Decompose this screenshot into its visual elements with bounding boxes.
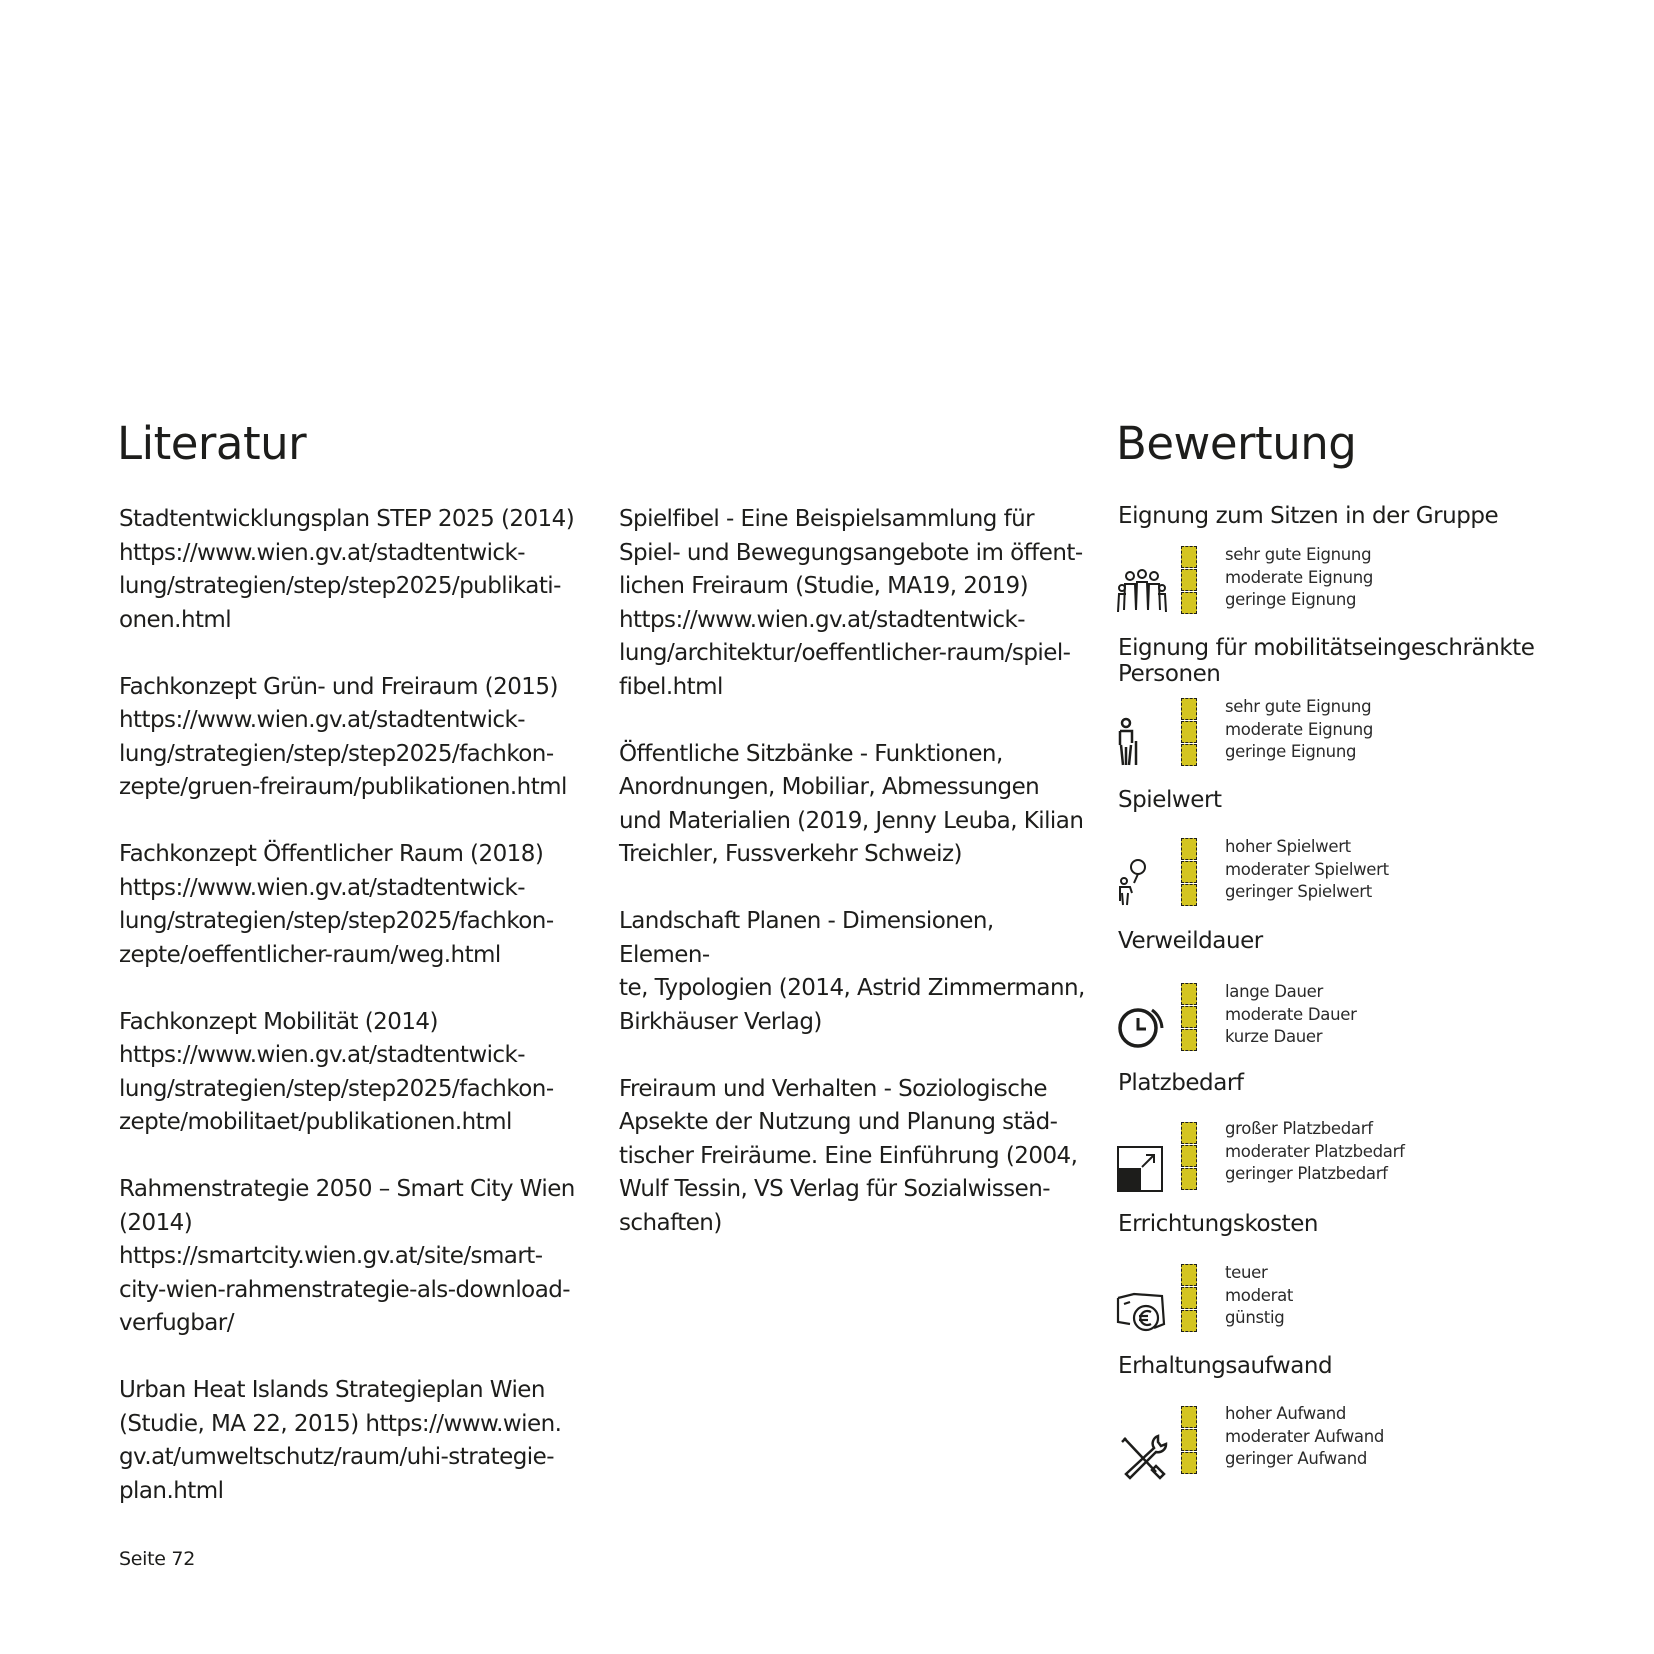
rating-legend: lange Dauer moderate Dauer kurze Dauer xyxy=(1225,982,1357,1046)
rating-scale xyxy=(1181,546,1197,615)
reference-entry: Stadtentwicklungsplan STEP 2025 (2014) https://www.wien.gv.at/stadtentwick- lung/strategien/step/step2025/publikati- onen.html xyxy=(119,506,575,633)
rating-legend: großer Platzbedarf moderater Platzbedarf geringer Platzbedarf xyxy=(1225,1119,1405,1183)
rating-legend: sehr gute Eignung moderate Eignung geringe Eignung xyxy=(1225,697,1374,761)
rating-legend: hoher Aufwand moderater Aufwand geringer Aufwand xyxy=(1225,1404,1385,1468)
reference-entry: Spielfibel - Eine Beispielsammlung für Spiel- und Bewegungsangebote im öffent- lichen Freiraum (Studie, MA19, 2019) https://www.wien.gv.at/stadtentwick- lung/architektur/oeffentlicher-raum/spiel- fibel.html xyxy=(619,506,1083,700)
rating-legend: teuer moderat günstig xyxy=(1225,1263,1294,1327)
category-heading: Eignung für mobilitätseingeschränkte Personen xyxy=(1118,635,1535,687)
rating-legend: sehr gute Eignung moderate Eignung geringe Eignung xyxy=(1225,545,1374,609)
reference-entry: Landschaft Planen - Dimensionen, Elemen- te, Typologien (2014, Astrid Zimmermann, Birkhäuser Verlag) xyxy=(619,908,1085,1035)
bewertung-title: Bewertung xyxy=(1116,417,1357,470)
reference-entry: Rahmenstrategie 2050 – Smart City Wien (2014) https://smartcity.wien.gv.at/site/smart- city-wien-rahmenstrategie-als-download- verfugbar/ xyxy=(119,1176,575,1336)
category-heading: Eignung zum Sitzen in der Gruppe xyxy=(1118,503,1499,529)
category-heading: Platzbedarf xyxy=(1118,1070,1244,1096)
page-number: Seite 72 xyxy=(119,1548,195,1570)
rating-scale xyxy=(1181,983,1197,1052)
reference-entry: Urban Heat Islands Strategieplan Wien (Studie, MA 22, 2015) https://www.wien. gv.at/umweltschutz/raum/uhi-strategie- plan.html xyxy=(119,1377,562,1504)
rating-scale xyxy=(1181,838,1197,907)
rating-scale xyxy=(1181,1122,1197,1191)
clock-icon xyxy=(1116,1002,1168,1054)
euro-hand-icon xyxy=(1116,1286,1168,1338)
group-people-icon xyxy=(1116,566,1168,618)
rating-scale xyxy=(1181,1264,1197,1333)
reference-entry: Fachkonzept Grün- und Freiraum (2015) https://www.wien.gv.at/stadtentwick- lung/strategien/step/step2025/fachkon- zepte/gruen-freiraum/publikationen.html xyxy=(119,673,567,800)
reference-entry: Öffentliche Sitzbänke - Funktionen, Anordnungen, Mobiliar, Abmessungen und Materialien (2019, Jenny Leuba, Kilian Treichler, Fussverkehr Schweiz) xyxy=(619,740,1084,867)
area-expand-icon xyxy=(1116,1143,1168,1195)
category-heading: Verweildauer xyxy=(1118,928,1263,954)
person-cane-icon xyxy=(1116,717,1168,769)
reference-entry: Fachkonzept Öffentlicher Raum (2018) https://www.wien.gv.at/stadtentwick- lung/strategien/step/step2025/fachkon- zepte/oeffentlicher-raum/weg.html xyxy=(119,841,554,968)
wrench-screwdriver-icon xyxy=(1116,1432,1168,1484)
literatur-column-2 xyxy=(619,503,1089,1274)
rating-scale xyxy=(1181,1406,1197,1475)
category-heading: Errichtungskosten xyxy=(1118,1211,1319,1237)
reference-entry: Freiraum und Verhalten - Soziologische Apsekte der Nutzung und Planung städ- tischer Freiräume. Eine Einführung (2004, Wulf Tessin, VS Verlag für Sozialwissen- schaften) xyxy=(619,1075,1078,1236)
category-heading: Erhaltungsaufwand xyxy=(1118,1353,1333,1379)
literatur-column-1 xyxy=(119,503,589,1542)
category-heading: Spielwert xyxy=(1118,787,1222,813)
rating-scale xyxy=(1181,698,1197,767)
literatur-title: Literatur xyxy=(117,417,307,470)
rating-legend: hoher Spielwert moderater Spielwert geringer Spielwert xyxy=(1225,837,1389,901)
reference-entry: Fachkonzept Mobilität (2014) https://www.wien.gv.at/stadtentwick- lung/strategien/step/step2025/fachkon- zepte/mobilitaet/publikationen.html xyxy=(119,1008,554,1135)
child-balloon-icon xyxy=(1116,857,1168,909)
